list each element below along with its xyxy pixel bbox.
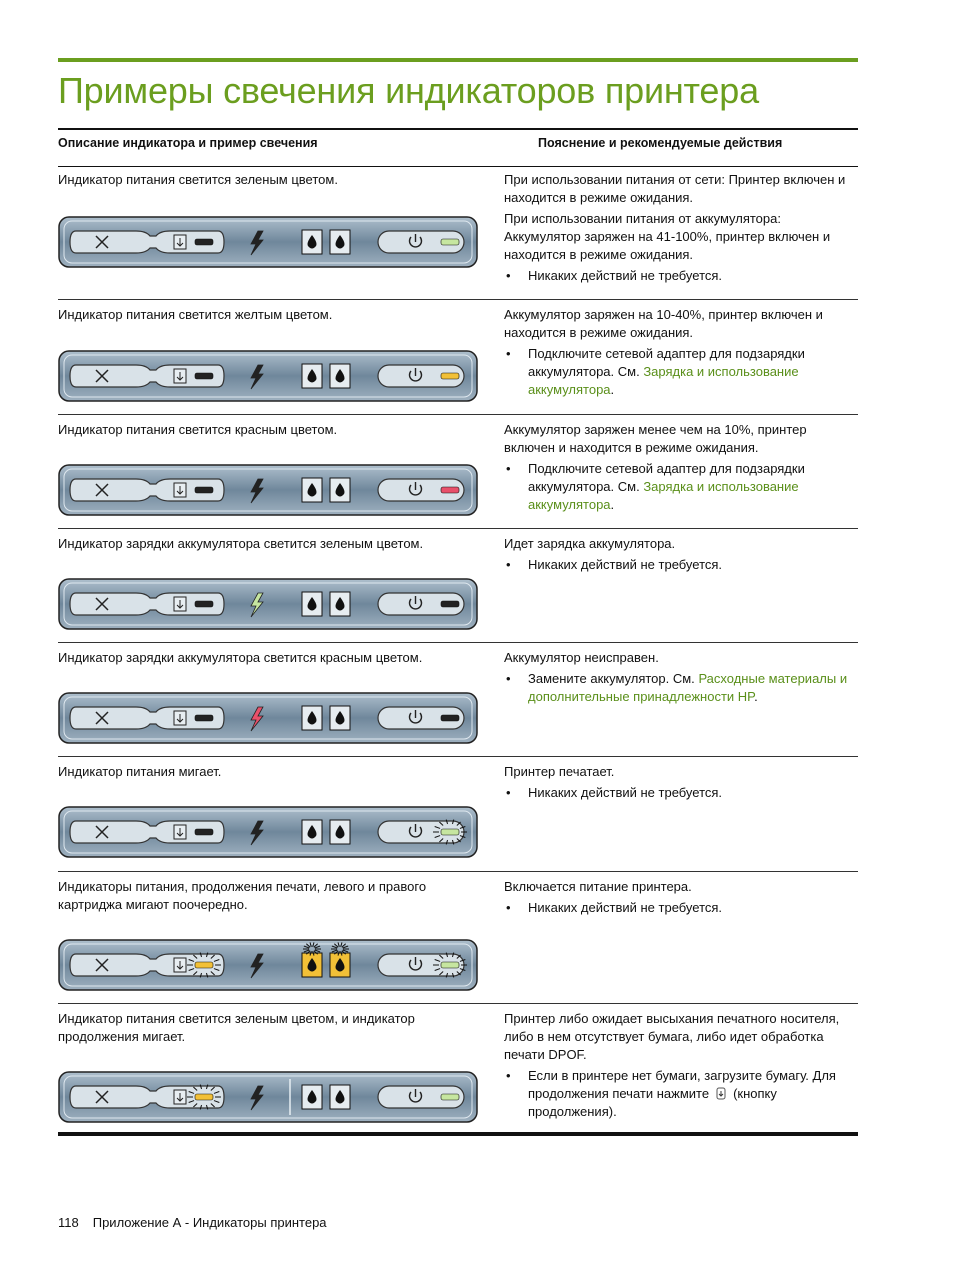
resume-led [195,373,213,379]
printer-panel [58,578,478,630]
bullet-item: • Никаких действий не требуется. [504,556,854,574]
row-description: Индикатор питания светится желтым цветом. [58,307,333,322]
row-description: Индикатор зарядки аккумулятора светится зеленым цветом. [58,536,424,551]
power-led [441,715,459,721]
row-explanation [504,1010,854,1124]
resume-icon [174,825,186,839]
row-description: Индикатор питания светится зеленым цветом, и индикатор продолжения мигает. [58,1011,415,1044]
left-cartridge-led [302,820,322,844]
printer-panel [58,464,478,516]
right-cartridge-led [330,1085,350,1109]
bullet-item: • Замените аккумулятор. См. Расходные материалы и дополнительные принадлежности HP. [504,670,854,706]
resume-icon [174,1090,186,1104]
row-explanation [504,763,854,805]
right-cartridge-led [330,953,350,977]
resume-led [195,829,213,835]
row-explanation [504,878,854,920]
explanation-text: Идет зарядка аккумулятора. [504,536,676,551]
table-row [58,415,858,529]
resume-led [195,487,213,493]
right-cartridge-led [330,478,350,502]
resume-led [195,239,213,245]
power-led [441,487,459,493]
right-cartridge-led [330,230,350,254]
row-description: Индикатор питания светится красным цветом. [58,422,338,437]
explanation-text: При использовании питания от сети: Принтер включен и находится в режиме ожидания. [504,172,846,205]
resume-icon [174,711,186,725]
resume-icon [174,597,186,611]
resume-led [195,601,213,607]
right-cartridge-led [330,820,350,844]
row-description: Индикатор питания светится зеленым цветом. [58,172,338,187]
table-row [58,757,858,872]
left-cartridge-led [302,592,322,616]
table-row [58,872,858,1004]
table-row [58,1004,858,1130]
column-header-explanation: Пояснение и рекомендуемые действия [538,136,783,150]
footer-text: Приложение А - Индикаторы принтера [92,1215,327,1230]
power-led [441,601,459,607]
page-footer [58,1215,327,1230]
row-description: Индикатор зарядки аккумулятора светится красным цветом. [58,650,423,665]
printer-panel [58,806,478,858]
bullet-item: • Никаких действий не требуется. [504,899,854,917]
bullet-item: • Подключите сетевой адаптер для подзарядки аккумулятора. См. Зарядка и использование аккумулятора. [504,460,854,514]
explanation-text: Аккумулятор заряжен на 10-40%, принтер включен и находится в режиме ожидания. [504,307,823,340]
bullet-item: • Если в принтере нет бумаги, загрузите бумагу. Для продолжения печати нажмите (кнопку продолжения). [504,1067,854,1121]
power-led [441,239,459,245]
resume-icon [174,958,186,972]
explanation-text: Принтер либо ожидает высыхания печатного носителя, либо в нем отсутствует бумага, либо идет обработка печати DPOF. [504,1011,840,1062]
bullet-item: • Никаких действий не требуется. [504,267,854,285]
printer-panel [58,216,478,268]
title-rule [58,58,858,62]
row-explanation [504,535,854,577]
printer-panel [58,939,478,991]
explanation-text: Аккумулятор неисправен. [504,650,659,665]
table-row [58,643,858,757]
page-number: 118 [58,1215,79,1230]
resume-icon [174,483,186,497]
right-cartridge-led [330,364,350,388]
left-cartridge-led [302,953,322,977]
power-led [441,373,459,379]
row-description: Индикаторы питания, продолжения печати, левого и правого картриджа мигают поочередно. [58,879,427,912]
table-header [58,128,858,167]
left-cartridge-led [302,478,322,502]
resume-icon [174,235,186,249]
printer-panel [58,692,478,744]
power-led [441,962,459,968]
resume-led [195,1094,213,1100]
table-row [58,300,858,415]
resume-led [195,715,213,721]
printer-panel [58,1071,478,1123]
left-cartridge-led [302,1085,322,1109]
right-cartridge-led [330,706,350,730]
page-title: Примеры свечения индикаторов принтера [58,70,759,111]
link-hp-supplies[interactable]: Расходные материалы и дополнительные принадлежности HP [528,671,848,704]
row-explanation [504,649,854,709]
left-cartridge-led [302,706,322,730]
table-bottom-rule [58,1132,858,1136]
table-row [58,529,858,643]
explanation-text: Включается питание принтера. [504,879,692,894]
column-header-description: Описание индикатора и пример свечения [58,136,318,150]
explanation-text: Аккумулятор заряжен менее чем на 10%, принтер включен и находится в режиме ожидания. [504,422,807,455]
power-led [441,829,459,835]
link-battery-charging[interactable]: Зарядка и использование аккумулятора [528,364,799,397]
explanation-text: Принтер печатает. [504,764,615,779]
printer-panel [58,350,478,402]
explanation-text: При использовании питания от аккумулятора: Аккумулятор заряжен на 41-100%, принтер включен и находится в режиме ожидания. [504,211,831,262]
bullet-item: • Никаких действий не требуется. [504,784,854,802]
row-explanation [504,171,854,288]
table-row [58,165,858,300]
left-cartridge-led [302,364,322,388]
right-cartridge-led [330,592,350,616]
link-battery-charging[interactable]: Зарядка и использование аккумулятора [528,479,799,512]
power-led [441,1094,459,1100]
row-explanation [504,421,854,517]
bullet-item: • Подключите сетевой адаптер для подзарядки аккумулятора. См. Зарядка и использование аккумулятора. [504,345,854,399]
left-cartridge-led [302,230,322,254]
resume-button-icon [715,1087,727,1100]
resume-icon [174,369,186,383]
resume-led [195,962,213,968]
row-description: Индикатор питания мигает. [58,764,222,779]
row-explanation [504,306,854,402]
